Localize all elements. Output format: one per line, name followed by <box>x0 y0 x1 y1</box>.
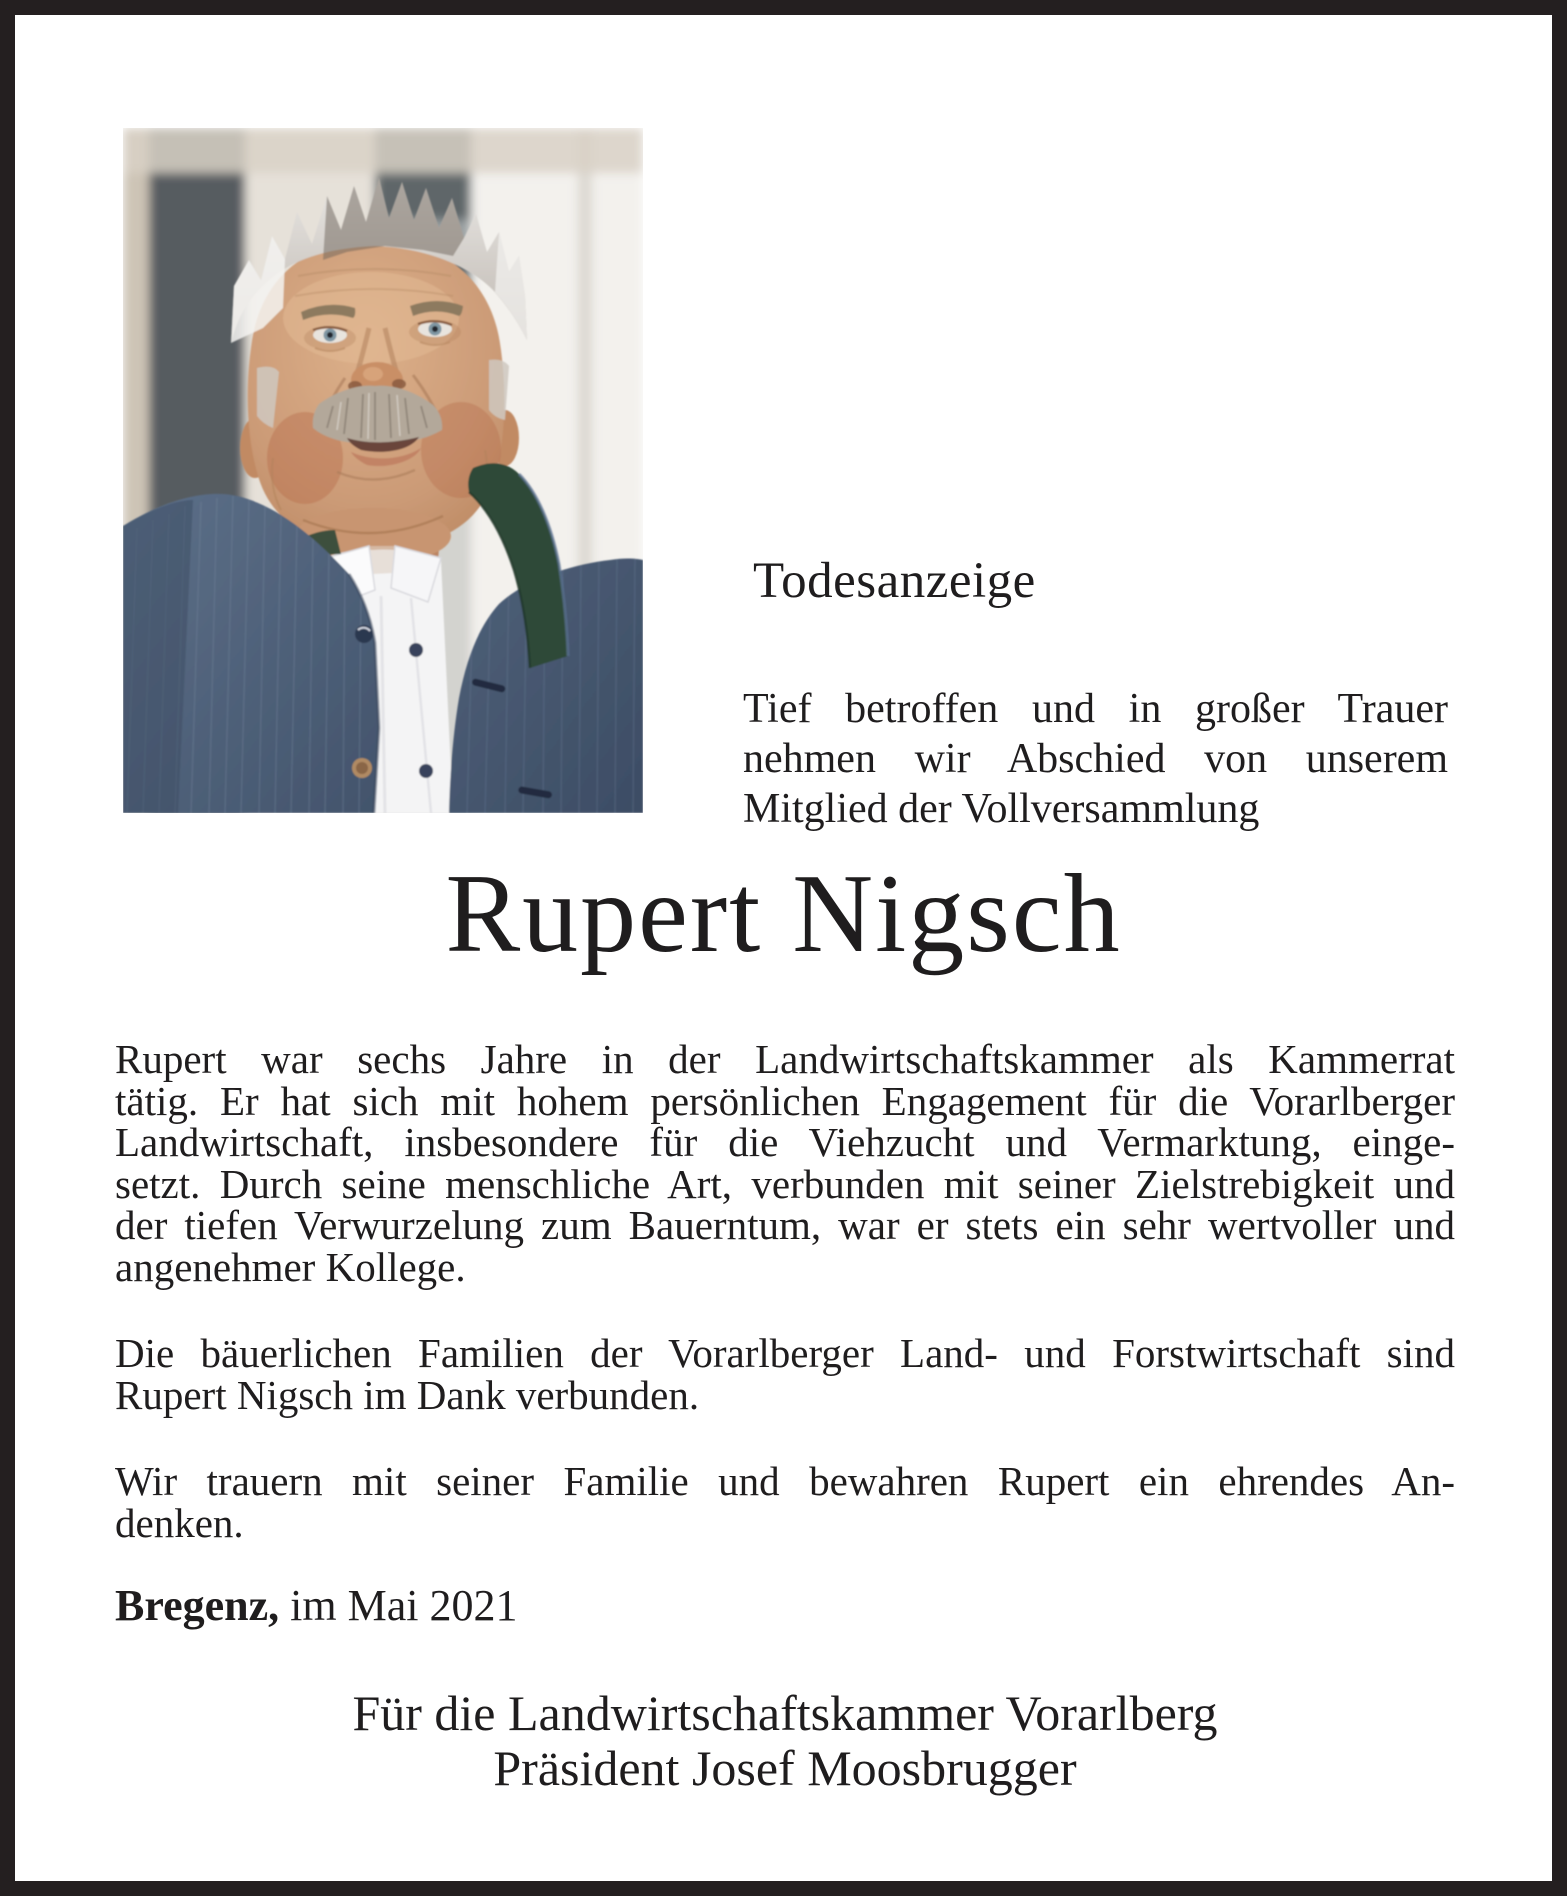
text-line: Wir trauern mit seiner Familie und bewahren Rupert ein ehrendes An- <box>115 1458 1455 1504</box>
closing-block <box>115 1686 1455 1796</box>
notice-type-heading: Todesanzeige <box>753 553 1036 609</box>
obituary-paragraph <box>115 1330 1455 1418</box>
dateline-location: Bregenz, <box>115 1581 280 1630</box>
text-line: denken. <box>115 1499 244 1546</box>
intro-paragraph <box>743 684 1448 834</box>
obituary-paragraph <box>115 1458 1455 1546</box>
text-line: Die bäuerlichen Familien der Vorarlberger Land- und Forstwirtschaft sind <box>115 1330 1455 1376</box>
text-line: Rupert Nigsch im Dank verbunden. <box>115 1371 700 1418</box>
closing-signatory: Präsident Josef Moosbrugger <box>493 1740 1077 1796</box>
text-line: Mitglied der Vollversammlung <box>743 786 1260 832</box>
deceased-name: Rupert Nigsch <box>445 852 1122 976</box>
dateline <box>115 1582 517 1630</box>
dateline-date: im Mai 2021 <box>290 1581 518 1630</box>
text-line: setzt. Durch seine menschliche Art, verbunden mit seiner Zielstrebigkeit und <box>115 1160 1455 1207</box>
obituary-paragraph <box>115 1036 1455 1290</box>
text-line: tätig. Er hat sich mit hohem persönlichen Engagement für die Vorarlberger <box>115 1077 1455 1124</box>
portrait-illustration <box>123 128 643 813</box>
obituary-paragraphs <box>115 1036 1455 1546</box>
closing-organization: Für die Landwirtschaftskammer Vorarlberg <box>352 1685 1218 1741</box>
text-line: nehmen wir Abschied von unserem <box>743 736 1448 782</box>
portrait-photo <box>123 128 643 813</box>
text-line: der tiefen Verwurzelung zum Bauerntum, war er stets ein sehr wertvoller und <box>115 1202 1455 1248</box>
text-line: Tief betroffen und in großer Trauer <box>743 686 1448 732</box>
text-line: Landwirtschaft, insbesondere für die Viehzucht und Vermarktung, einge- <box>115 1119 1455 1165</box>
text-line: angenehmer Kollege. <box>115 1243 466 1290</box>
text-line: Rupert war sechs Jahre in der Landwirtschaftskammer als Kammerrat <box>115 1036 1455 1082</box>
